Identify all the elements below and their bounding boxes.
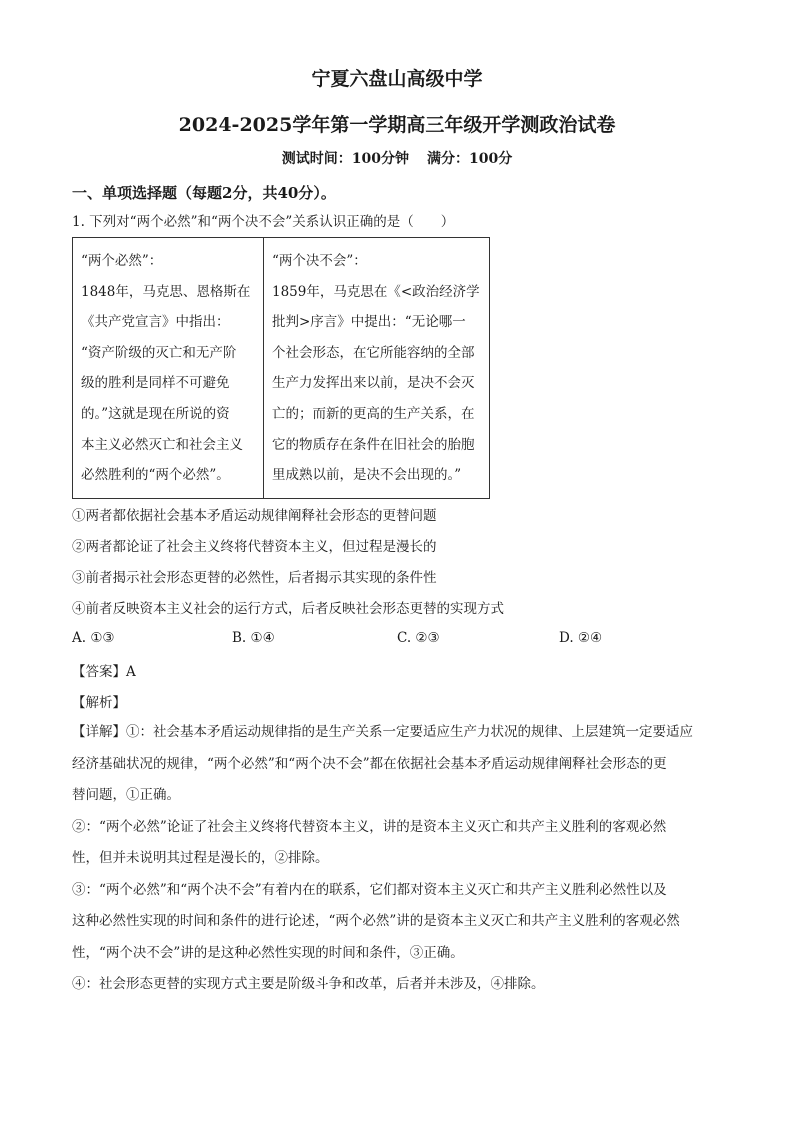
exam-meta xyxy=(0,148,794,168)
detail-line: ③：“两个必然”和“两个决不会”有着内在的联系，它们都对资本主义灭亡和共产主义胜利必然性以及 xyxy=(72,881,667,898)
detail-line: 经济基础状况的规律，“两个必然”和“两个决不会”都在依据社会基本矛盾运动规律阐释社会形态的更 xyxy=(72,755,667,772)
exam-title: 2024-2025学年第一学期高三年级开学测政治试卷 xyxy=(178,114,616,136)
answer-label: 【答案】A xyxy=(72,664,136,680)
detail-line: 替问题，①正确。 xyxy=(72,787,180,803)
detail-line: 性，但并未说明其过程是漫长的，②排除。 xyxy=(72,850,329,866)
statement-3: ③前者揭示社会形态更替的必然性，后者揭示其实现的条件性 xyxy=(72,570,437,586)
quote-left-line: 级的胜利是同样不可避免 xyxy=(81,375,230,392)
quote-right-line: 批判>序言》中提出：“无论哪一 xyxy=(272,314,466,331)
quote-right-line: 它的物质存在条件在旧社会的胎胞 xyxy=(272,436,475,453)
quote-left-line: “资产阶级的灭亡和无产阶 xyxy=(81,344,237,361)
detail-line: 【详解】①：社会基本矛盾运动规律指的是生产关系一定要适应生产力状况的规律、上层建筑一定要适应 xyxy=(72,724,693,740)
analysis-label: 【解析】 xyxy=(72,695,126,711)
option-d[interactable]: D. ②④ xyxy=(559,630,603,646)
option-b[interactable]: B. ①④ xyxy=(232,630,275,646)
detail-line: ④：社会形态更替的实现方式主要是阶级斗争和改革，后者并未涉及，④排除。 xyxy=(72,976,545,992)
detail-line: 性，“两个决不会”讲的是这种必然性实现的时间和条件，③正确。 xyxy=(72,944,464,961)
quote-right-line: 生产力发挥出来以前，是决不会灭 xyxy=(272,375,475,392)
quote-left-line: 的。”这就是现在所说的资 xyxy=(81,405,230,422)
option-c[interactable]: C. ②③ xyxy=(397,630,440,646)
option-a[interactable]: A. ①③ xyxy=(72,630,115,646)
statement-2: ②两者都论证了社会主义终将代替资本主义，但过程是漫长的 xyxy=(72,539,437,555)
section-heading: 一、单项选择题（每题2分，共40分）。 xyxy=(72,184,336,202)
quote-table xyxy=(72,237,490,499)
quote-right-line: 1859年，马克思在《<政治经济学 xyxy=(272,283,480,300)
time-info: 测试时间：100分钟 xyxy=(281,151,409,167)
detail-paragraph xyxy=(72,717,722,1001)
school-title: 宁夏六盘山高级中学 xyxy=(311,68,483,90)
quote-left-cell xyxy=(73,238,264,499)
quote-right-line: 亡的；而新的更高的生产关系，在 xyxy=(272,405,475,422)
quote-left-line: “两个必然”： xyxy=(81,253,163,269)
quote-left-line: 1848年，马克思、恩格斯在 xyxy=(81,283,251,300)
detail-line: ②：“两个必然”论证了社会主义终将代替资本主义，讲的是资本主义灭亡和共产主义胜利的客观必然 xyxy=(72,818,667,835)
question-stem: 1. 下列对“两个必然”和“两个决不会”关系认识正确的是（ ） xyxy=(72,214,455,230)
quote-right-line: 个社会形态，在它所能容纳的全部 xyxy=(272,344,475,361)
quote-left-line: 本主义必然灭亡和社会主义 xyxy=(81,436,243,453)
quote-left-line: 必然胜利的“两个必然”。 xyxy=(81,467,230,484)
quote-right-cell xyxy=(264,238,490,499)
score-info: 满分：100分 xyxy=(427,151,513,167)
statement-1: ①两者都依据社会基本矛盾运动规律阐释社会形态的更替问题 xyxy=(72,508,437,524)
quote-right-line: 里成熟以前，是决不会出现的。” xyxy=(272,467,462,484)
detail-line: 这种必然性实现的时间和条件的进行论述，“两个必然”讲的是资本主义灭亡和共产主义胜利的客观必然 xyxy=(72,913,680,929)
statement-4: ④前者反映资本主义社会的运行方式，后者反映社会形态更替的实现方式 xyxy=(72,601,504,617)
quote-left-line: 《共产党宣言》中指出： xyxy=(81,314,230,331)
quote-right-line: “两个决不会”： xyxy=(272,253,367,269)
answer-options xyxy=(72,630,722,650)
